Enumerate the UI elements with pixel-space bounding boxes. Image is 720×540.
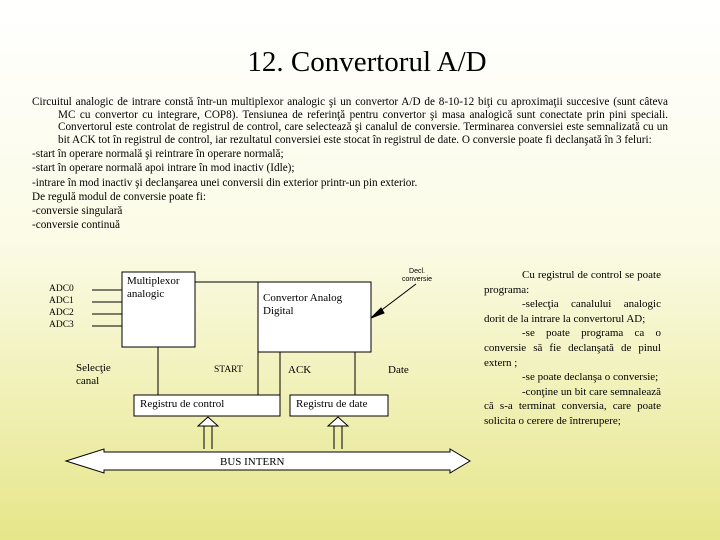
intro-line: -start în operare normală apoi intrare în mod inactiv (Idle); <box>32 162 295 175</box>
input-label: ADC3 <box>49 320 74 330</box>
side-notes <box>484 268 661 429</box>
intro-line: -intrare în mod inactiv şi declanşarea unei conversii din exterior printr-un pin exterior. <box>32 176 418 189</box>
start-label: START <box>214 365 243 375</box>
converter-label: Convertor Analog Digital <box>263 292 343 317</box>
intro-line: -start în operare normală şi reintrare în operare normală; <box>32 148 284 161</box>
side-paragraph: -se poate programa ca o conversie să fie declanşată de pinul extern ; <box>484 327 661 369</box>
trigger-arrowhead <box>371 308 384 318</box>
side-paragraph: -se poate declanşa o conversie; <box>522 371 659 384</box>
data-register-label: Registru de date <box>296 398 368 410</box>
input-label: ADC2 <box>49 308 74 318</box>
control-bus-arrowhead <box>198 417 218 426</box>
ack-label: ACK <box>288 364 312 376</box>
input-label: ADC0 <box>49 284 74 294</box>
intro-line: -conversie singulară <box>32 204 123 217</box>
channel-select-label: Selecţie canal <box>76 362 111 387</box>
side-paragraph: Cu registrul de control se poate programa: <box>484 269 661 296</box>
data-bus-arrowhead <box>328 417 348 426</box>
intro-line: De regulă modul de conversie poate fi: <box>32 190 206 203</box>
control-register-label: Registru de control <box>140 398 225 410</box>
input-label: ADC1 <box>49 296 74 306</box>
side-paragraph: -conţine un bit care semnalează că s-a terminat conversia, care poate solicita o cerere de întrerupere; <box>484 385 661 427</box>
slide-title: 12. Convertorul A/D <box>247 46 487 78</box>
intro-paragraph: Circuitul analogic de intrare constă într-un multiplexor analogic şi un convertor A/D de 8-10-12 biţi cu aproximaţii succesive (sunt câteva MC cu convertor cu integrare, COP8). Tensiunea de referinţă pentru convertor şi masa analogică sunt conectate prin pini speciali. Convertorul este controlat de registrul de control, care selectează şi canalul de conversie. Terminarea conversiei este semnalizată cu un bit ACK tot în registrul de control, iar rezultatul conversiei este stocat în registrul de date. O conversie poate fi declanşată în 3 feluri: <box>32 96 668 146</box>
intro-line: -conversie continuă <box>32 218 120 231</box>
trigger-label: Decl. conversie <box>402 268 432 283</box>
bus-label: BUS INTERN <box>220 456 285 468</box>
date-label: Date <box>388 364 409 376</box>
side-paragraph: -selecţia canalului analogic dorit de la intrare la convertorul AD; <box>484 298 661 325</box>
multiplexor-label: Multiplexor analogic <box>127 275 180 300</box>
